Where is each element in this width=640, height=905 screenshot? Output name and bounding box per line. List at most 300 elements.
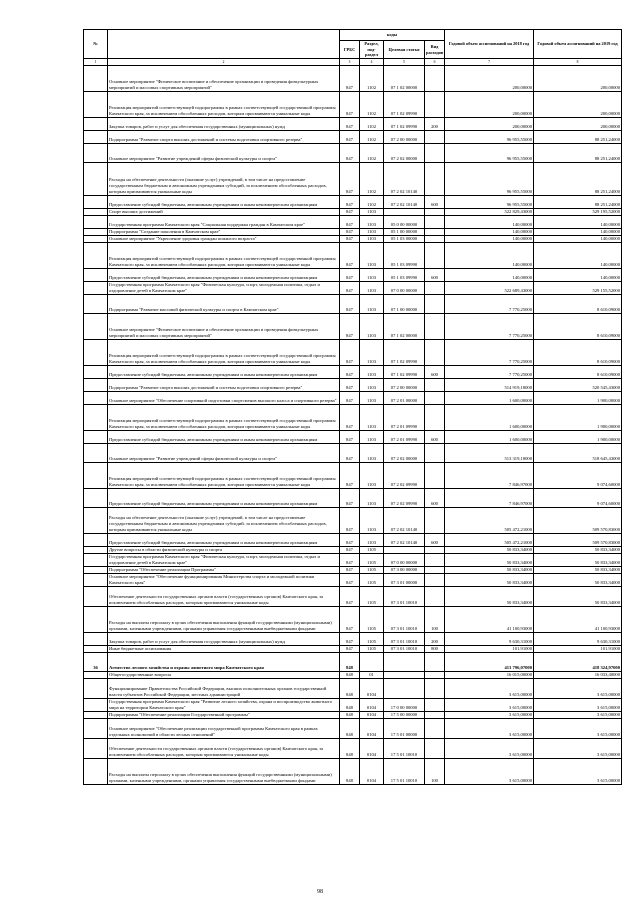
row-target xyxy=(384,547,425,554)
row-grbs: 847 xyxy=(340,216,360,229)
row-section xyxy=(360,652,384,671)
row-name: Подпрограмма "Развитие массовой физической культуры и спорта в Камчатском крае" xyxy=(108,295,340,314)
row-grbs: 847 xyxy=(340,144,360,163)
row-grbs: 847 xyxy=(340,131,360,144)
row-grbs: 847 xyxy=(340,405,360,431)
row-year1-amount: 7 846,97000 xyxy=(445,489,534,508)
row-year2-amount: 8 610,09000 xyxy=(534,340,622,366)
table-row xyxy=(84,196,622,209)
row-number xyxy=(84,196,108,209)
table-row xyxy=(84,646,622,653)
row-section: 1105 xyxy=(360,574,384,587)
row-number xyxy=(84,236,108,243)
row-target: 07 2 02 09990 xyxy=(384,463,425,489)
row-number xyxy=(84,718,108,738)
row-section: 1103 xyxy=(360,463,384,489)
row-name: Подпрограмма "Развитие спорта высших достижений и системы подготовки спортивного резерва" xyxy=(108,379,340,392)
row-number xyxy=(84,405,108,431)
table-row xyxy=(84,758,622,784)
row-name: Обеспечение деятельности государственных органов власти (государственных органов) Камчатского края, за исключением обособленных расходов, которым присваиваются уникальные коды xyxy=(108,738,340,758)
row-exp-type xyxy=(425,66,445,92)
row-grbs: 847 xyxy=(340,607,360,633)
row-number xyxy=(84,295,108,314)
row-section: 0104 xyxy=(360,698,384,711)
row-target: 07 0 00 00000 xyxy=(384,554,425,567)
row-name: Агентство лесного хозяйства и охраны животного мира Камчатского края xyxy=(108,652,340,671)
row-section: 1105 xyxy=(360,607,384,633)
row-year1-amount: 3 615,00000 xyxy=(445,698,534,711)
row-grbs: 847 xyxy=(340,282,360,295)
row-year1-amount: 9 630,31000 xyxy=(445,633,534,646)
row-year1-amount: 96 955,55000 xyxy=(445,144,534,163)
table-row xyxy=(84,534,622,547)
row-section: 1102 xyxy=(360,196,384,209)
table-row xyxy=(84,405,622,431)
row-year1-amount: 413 796,07000 xyxy=(445,652,534,671)
row-year2-amount: 50 833,34000 xyxy=(534,587,622,607)
row-section: 1103 xyxy=(360,236,384,243)
row-name: Основное мероприятие "Укрепление здоровья граждан пожилого возраста" xyxy=(108,236,340,243)
row-target: 07 3 01 10010 xyxy=(384,633,425,646)
table-row xyxy=(84,236,622,243)
row-section: 1103 xyxy=(360,209,384,216)
row-section: 1103 xyxy=(360,534,384,547)
row-section: 1103 xyxy=(360,405,384,431)
row-name: Расходы на обеспечение деятельности (оказание услуг) учреждений, в том числе на предоставление государственным бюджетным и автономным учреждениям субсидий, за исключением обособленных расходов, которым присваиваются уникальные коды xyxy=(108,508,340,534)
row-section: 0104 xyxy=(360,678,384,698)
row-name: Предоставление субсидий бюджетным, автономным учреждениям и иным некоммерческим организациям xyxy=(108,489,340,508)
row-number: 36 xyxy=(84,652,108,671)
row-target: 17 0 00 00000 xyxy=(384,698,425,711)
header-section: Раздел, под-раздел xyxy=(360,41,384,59)
row-number xyxy=(84,431,108,444)
row-name: Реализация мероприятий соответствующей подпрограммы в рамках соответствующей государственной программы Камчатского края, за исключением обособленных расходов, которым присваиваются уникальные коды xyxy=(108,243,340,269)
row-target: 07 1 02 00000 xyxy=(384,66,425,92)
table-row xyxy=(84,282,622,295)
row-year2-amount: 520 545,43000 xyxy=(534,379,622,392)
row-year2-amount: 3 615,00000 xyxy=(534,758,622,784)
row-year1-amount: 7 770,25000 xyxy=(445,314,534,340)
row-grbs: 847 xyxy=(340,340,360,366)
row-exp-type: 100 xyxy=(425,607,445,633)
table-body xyxy=(84,66,622,785)
row-number xyxy=(84,314,108,340)
row-section: 1103 xyxy=(360,269,384,282)
table-row xyxy=(84,678,622,698)
table-row xyxy=(84,738,622,758)
row-target: 07 1 02 09990 xyxy=(384,340,425,366)
row-target: 07 2 02 10140 xyxy=(384,196,425,209)
row-number xyxy=(84,243,108,269)
table-row xyxy=(84,718,622,738)
row-grbs: 847 xyxy=(340,366,360,379)
row-year2-amount: 101,91000 xyxy=(534,646,622,653)
row-section: 1103 xyxy=(360,366,384,379)
row-grbs: 847 xyxy=(340,269,360,282)
column-index: 8 xyxy=(534,59,622,66)
row-grbs: 847 xyxy=(340,646,360,653)
row-year1-amount: 140,00000 xyxy=(445,269,534,282)
row-grbs: 847 xyxy=(340,587,360,607)
row-name: Спорт высших достижений xyxy=(108,209,340,216)
row-number xyxy=(84,66,108,92)
row-name: Государственная программа Камчатского края "Развитие лесного хозяйства, охрана и воспроизводство животного мира на территории Камчатского края" xyxy=(108,698,340,711)
table-row xyxy=(84,711,622,718)
row-exp-type xyxy=(425,567,445,574)
row-target: 07 3 01 10010 xyxy=(384,646,425,653)
budget-table xyxy=(83,29,622,785)
row-target: 17 5 01 10010 xyxy=(384,758,425,784)
row-target: 07 2 00 00000 xyxy=(384,131,425,144)
row-name: Государственная программа Камчатского края "Социальная поддержка граждан в Камчатском крае" xyxy=(108,216,340,229)
row-number xyxy=(84,534,108,547)
row-year2-amount: 9 630,31000 xyxy=(534,633,622,646)
column-index: 2 xyxy=(108,59,340,66)
row-name: Предоставление субсидий бюджетным, автономным учреждениям и иным некоммерческим организациям xyxy=(108,534,340,547)
row-exp-type xyxy=(425,698,445,711)
row-exp-type: 600 xyxy=(425,534,445,547)
row-name: Государственная программа Камчатского края "Физическая культура, спорт, молодежная политика, отдых и оздоровление детей в Камчатском крае" xyxy=(108,282,340,295)
row-year1-amount: 200,00000 xyxy=(445,92,534,118)
row-exp-type xyxy=(425,229,445,236)
row-name: Подпрограмма "Обеспечение реализации Государственной программы" xyxy=(108,711,340,718)
page-number: 98 xyxy=(317,889,323,895)
table-row xyxy=(84,698,622,711)
row-grbs: 847 xyxy=(340,229,360,236)
table-row xyxy=(84,131,622,144)
header-year2: Годовой объем ассигнований на 2019 год xyxy=(534,30,622,59)
row-year1-amount: 505 472,21000 xyxy=(445,508,534,534)
row-exp-type xyxy=(425,547,445,554)
row-target: 17 5 01 00000 xyxy=(384,718,425,738)
row-exp-type xyxy=(425,444,445,463)
row-year2-amount: 8 610,09000 xyxy=(534,314,622,340)
row-name: Предоставление субсидий бюджетным, автономным учреждениям и иным некоммерческим организациям xyxy=(108,366,340,379)
row-number xyxy=(84,678,108,698)
row-section: 1102 xyxy=(360,144,384,163)
row-year1-amount: 96 955,55000 xyxy=(445,196,534,209)
row-name: Реализация мероприятий соответствующей подпрограммы в рамках соответствующей государственной программы Камчатского края, за исключением обособленных расходов, которым присваиваются уникальные коды xyxy=(108,405,340,431)
row-grbs: 847 xyxy=(340,314,360,340)
row-exp-type: 200 xyxy=(425,633,445,646)
row-number xyxy=(84,209,108,216)
row-year2-amount: 41 100,93000 xyxy=(534,607,622,633)
row-section: 1103 xyxy=(360,379,384,392)
row-year1-amount: 7 770,25000 xyxy=(445,295,534,314)
row-year2-amount: 3 615,00000 xyxy=(534,678,622,698)
row-year1-amount: 41 100,93000 xyxy=(445,607,534,633)
row-name: Реализация мероприятий соответствующей подпрограммы в рамках соответствующей государственной программы Камчатского края, за исключением обособленных расходов, которым присваиваются уникальные коды xyxy=(108,92,340,118)
row-exp-type: 200 xyxy=(425,118,445,131)
row-year1-amount: 522 689,43000 xyxy=(445,282,534,295)
row-target: 05 1 00 00000 xyxy=(384,229,425,236)
row-year1-amount: 140,00000 xyxy=(445,236,534,243)
row-year1-amount: 1 600,00000 xyxy=(445,392,534,405)
row-section: 0104 xyxy=(360,738,384,758)
row-year1-amount: 514 919,18000 xyxy=(445,379,534,392)
row-exp-type: 600 xyxy=(425,489,445,508)
table-row xyxy=(84,444,622,463)
row-grbs: 848 xyxy=(340,758,360,784)
row-exp-type xyxy=(425,379,445,392)
row-year2-amount: 3 615,00000 xyxy=(534,738,622,758)
row-name: Основное мероприятие "Обеспечение спортивной подготовки спортсменов высокого класса и спортивного резерва" xyxy=(108,392,340,405)
row-year1-amount: 96 955,55000 xyxy=(445,131,534,144)
table-row xyxy=(84,567,622,574)
row-name: Реализация мероприятий соответствующей подпрограммы в рамках соответствующей государственной программы Камчатского края, за исключением обособленных расходов, которым присваиваются уникальные коды xyxy=(108,340,340,366)
row-exp-type xyxy=(425,243,445,269)
row-year1-amount: 50 833,34000 xyxy=(445,574,534,587)
row-section: 1103 xyxy=(360,216,384,229)
row-number xyxy=(84,554,108,567)
row-section: 1103 xyxy=(360,295,384,314)
row-year1-amount: 7 846,97000 xyxy=(445,463,534,489)
row-year2-amount: 529 195,52000 xyxy=(534,209,622,216)
column-index: 5 xyxy=(384,59,425,66)
row-grbs: 847 xyxy=(340,92,360,118)
table-row xyxy=(84,671,622,678)
row-name: Основное мероприятие "Развитие учреждений сферы физической культуры и спорта" xyxy=(108,144,340,163)
row-target: 05 0 00 00000 xyxy=(384,216,425,229)
row-section: 0104 xyxy=(360,758,384,784)
table-row xyxy=(84,269,622,282)
row-year1-amount: 50 833,34000 xyxy=(445,567,534,574)
row-name: Основное мероприятие "Физическое воспитание и обеспечение организации и проведения физкультурных мероприятий и массовых спортивных мероприятий" xyxy=(108,66,340,92)
row-name: Иные бюджетные ассигнования xyxy=(108,646,340,653)
row-target: 07 2 02 09990 xyxy=(384,489,425,508)
row-year2-amount: 509 570,83000 xyxy=(534,534,622,547)
row-year2-amount: 8 610,09000 xyxy=(534,295,622,314)
row-section: 1105 xyxy=(360,567,384,574)
row-exp-type xyxy=(425,282,445,295)
row-target xyxy=(384,652,425,671)
row-section: 1103 xyxy=(360,229,384,236)
row-exp-type xyxy=(425,92,445,118)
row-number xyxy=(84,463,108,489)
header-num: № xyxy=(84,30,108,59)
row-number xyxy=(84,738,108,758)
row-target: 07 2 00 00000 xyxy=(384,379,425,392)
row-year2-amount: 88 251,24000 xyxy=(534,131,622,144)
row-section: 1103 xyxy=(360,314,384,340)
row-exp-type: 600 xyxy=(425,269,445,282)
row-target: 07 1 02 09990 xyxy=(384,118,425,131)
row-number xyxy=(84,131,108,144)
table-row xyxy=(84,118,622,131)
row-number xyxy=(84,282,108,295)
row-target: 07 2 02 10140 xyxy=(384,534,425,547)
row-number xyxy=(84,163,108,196)
row-number xyxy=(84,587,108,607)
row-grbs: 847 xyxy=(340,196,360,209)
row-grbs: 847 xyxy=(340,295,360,314)
row-section: 01 xyxy=(360,671,384,678)
row-year2-amount: 1 900,00000 xyxy=(534,405,622,431)
row-exp-type: 800 xyxy=(425,646,445,653)
table-row xyxy=(84,633,622,646)
row-name: Подпрограмма "Обеспечение реализации Программы" xyxy=(108,567,340,574)
row-name: Основное мероприятие "Физическое воспитание и обеспечение организации и проведения физкультурных мероприятий и массовых спортивных мероприятий" xyxy=(108,314,340,340)
row-target: 07 2 02 10140 xyxy=(384,508,425,534)
row-number xyxy=(84,489,108,508)
row-year2-amount: 509 570,83000 xyxy=(534,508,622,534)
row-target: 07 3 01 10010 xyxy=(384,587,425,607)
table-row xyxy=(84,574,622,587)
row-grbs: 847 xyxy=(340,633,360,646)
row-number xyxy=(84,216,108,229)
row-year1-amount: 50 833,34000 xyxy=(445,554,534,567)
row-exp-type xyxy=(425,652,445,671)
row-name: Функционирование Правительства Российской Федерации, высших исполнительных органов государственной власти субъектов Российской Федерации, местных администраций xyxy=(108,678,340,698)
row-exp-type xyxy=(425,718,445,738)
row-year2-amount: 1 900,00000 xyxy=(534,392,622,405)
row-target xyxy=(384,671,425,678)
row-target: 07 2 02 10140 xyxy=(384,163,425,196)
row-number xyxy=(84,574,108,587)
column-index: 4 xyxy=(360,59,384,66)
row-section: 0104 xyxy=(360,711,384,718)
row-target: 07 2 01 09990 xyxy=(384,431,425,444)
header-target: Целевая статья xyxy=(384,41,425,59)
table-row xyxy=(84,652,622,671)
table-row xyxy=(84,92,622,118)
header-codes: коды xyxy=(340,30,445,41)
row-year2-amount: 518 645,43000 xyxy=(534,444,622,463)
row-year1-amount: 3 615,00000 xyxy=(445,718,534,738)
row-target: 07 3 00 00000 xyxy=(384,567,425,574)
row-grbs: 847 xyxy=(340,508,360,534)
row-target: 17 5 01 10010 xyxy=(384,738,425,758)
row-target xyxy=(384,209,425,216)
table-row xyxy=(84,431,622,444)
table-row xyxy=(84,163,622,196)
row-exp-type: 600 xyxy=(425,366,445,379)
row-name: Предоставление субсидий бюджетным, автономным учреждениям и иным некоммерческим организациям xyxy=(108,431,340,444)
row-exp-type xyxy=(425,340,445,366)
row-section: 0104 xyxy=(360,718,384,738)
row-year2-amount: 50 833,34000 xyxy=(534,554,622,567)
row-grbs: 848 xyxy=(340,671,360,678)
row-section: 1105 xyxy=(360,554,384,567)
row-number xyxy=(84,340,108,366)
header-name: Наименование xyxy=(108,30,340,59)
row-grbs: 847 xyxy=(340,236,360,243)
row-section: 1102 xyxy=(360,66,384,92)
row-exp-type xyxy=(425,163,445,196)
row-grbs: 847 xyxy=(340,392,360,405)
row-section: 1103 xyxy=(360,489,384,508)
row-year2-amount: 88 251,24000 xyxy=(534,163,622,196)
table-row xyxy=(84,587,622,607)
table-row xyxy=(84,379,622,392)
row-name: Расходы на выплаты персоналу в целях обеспечения выполнения функций государственными (муниципальными) органами, казенными учреждениями, органами управления государственными внебюджетными фондами xyxy=(108,758,340,784)
row-exp-type: 600 xyxy=(425,196,445,209)
row-name: Общегосударственные вопросы xyxy=(108,671,340,678)
row-exp-type xyxy=(425,209,445,216)
row-year2-amount: 200,00000 xyxy=(534,66,622,92)
row-grbs: 847 xyxy=(340,534,360,547)
table-row xyxy=(84,144,622,163)
table-row xyxy=(84,554,622,567)
row-name: Обеспечение деятельности государственных органов власти (государственных органов) Камчатского края, за исключением обособленных расходов, которым присваиваются уникальные коды xyxy=(108,587,340,607)
row-number xyxy=(84,269,108,282)
row-target: 07 3 01 00000 xyxy=(384,574,425,587)
column-index: 3 xyxy=(340,59,360,66)
row-year1-amount: 200,00000 xyxy=(445,66,534,92)
table-row xyxy=(84,229,622,236)
table-row xyxy=(84,392,622,405)
row-section: 1103 xyxy=(360,340,384,366)
row-year1-amount: 200,00000 xyxy=(445,118,534,131)
row-name: Основное мероприятие "Обеспечение функционирования Министерства спорта и молодежной политики Камчатского края" xyxy=(108,574,340,587)
row-target: 07 1 02 09990 xyxy=(384,92,425,118)
row-section: 1103 xyxy=(360,444,384,463)
row-section: 1103 xyxy=(360,392,384,405)
header-grbs: ГРБС xyxy=(340,41,360,59)
row-name: Закупка товаров, работ и услуг для обеспечения государственных (муниципальных) нужд xyxy=(108,633,340,646)
row-name: Предоставление субсидий бюджетным, автономным учреждениям и иным некоммерческим организациям xyxy=(108,196,340,209)
row-grbs: 848 xyxy=(340,711,360,718)
row-year2-amount: 9 074,60000 xyxy=(534,463,622,489)
row-exp-type xyxy=(425,405,445,431)
row-number xyxy=(84,547,108,554)
row-year2-amount: 140,00000 xyxy=(534,229,622,236)
row-section: 1103 xyxy=(360,282,384,295)
row-number xyxy=(84,92,108,118)
header-exp-type: Вид расходов xyxy=(425,41,445,59)
row-year2-amount: 3 615,00000 xyxy=(534,718,622,738)
row-year1-amount: 101,91000 xyxy=(445,646,534,653)
row-year1-amount: 16 015,00000 xyxy=(445,671,534,678)
row-name: Основное мероприятие "Развитие учреждений сферы физической культуры и спорта" xyxy=(108,444,340,463)
row-year1-amount: 50 833,34000 xyxy=(445,547,534,554)
row-exp-type xyxy=(425,678,445,698)
row-number xyxy=(84,118,108,131)
row-name: Расходы на выплаты персоналу в целях обеспечения выполнения функций государственными (муниципальными) органами, казенными учреждениями, органами управления государственными внебюджетными фондами xyxy=(108,607,340,633)
row-target: 05 1 03 09990 xyxy=(384,243,425,269)
row-number xyxy=(84,633,108,646)
row-name: Расходы на обеспечение деятельности (оказание услуг) учреждений, в том числе на предоставление государственным бюджетным и автономным учреждениям субсидий, за исключением обособленных расходов, которым присваиваются уникальные коды xyxy=(108,163,340,196)
row-section: 1103 xyxy=(360,431,384,444)
row-number xyxy=(84,758,108,784)
row-year1-amount: 96 955,55000 xyxy=(445,163,534,196)
row-target: 07 1 02 00000 xyxy=(384,314,425,340)
row-exp-type xyxy=(425,236,445,243)
row-grbs: 847 xyxy=(340,379,360,392)
row-target: 17 5 00 00000 xyxy=(384,711,425,718)
row-year2-amount: 16 033,40000 xyxy=(534,671,622,678)
row-number xyxy=(84,646,108,653)
table-row xyxy=(84,463,622,489)
table-row xyxy=(84,216,622,229)
row-section: 1103 xyxy=(360,243,384,269)
row-exp-type xyxy=(425,574,445,587)
row-year2-amount: 140,00000 xyxy=(534,243,622,269)
row-grbs: 847 xyxy=(340,567,360,574)
row-number xyxy=(84,144,108,163)
row-target: 07 2 01 09990 xyxy=(384,405,425,431)
row-section: 1102 xyxy=(360,131,384,144)
row-target: 07 3 01 10010 xyxy=(384,607,425,633)
row-grbs: 848 xyxy=(340,698,360,711)
row-exp-type xyxy=(425,216,445,229)
row-grbs: 848 xyxy=(340,678,360,698)
row-section: 1105 xyxy=(360,633,384,646)
row-year1-amount: 50 833,34000 xyxy=(445,587,534,607)
row-section: 1105 xyxy=(360,646,384,653)
row-exp-type xyxy=(425,738,445,758)
row-year2-amount: 50 833,34000 xyxy=(534,567,622,574)
